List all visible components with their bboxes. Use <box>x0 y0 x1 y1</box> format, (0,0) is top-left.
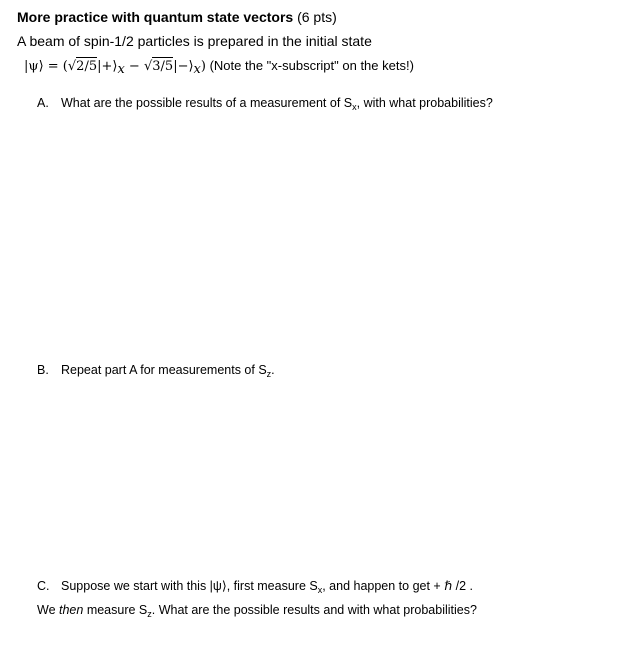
question-c-letter: C. <box>37 579 50 593</box>
question-c2-start: We <box>37 603 59 617</box>
problem-title-text: More practice with quantum state vectors <box>17 9 294 25</box>
minus-sign: − <box>124 59 144 74</box>
question-c-text-end: , and happen to get + ℏ /2 . <box>322 579 473 593</box>
question-b <box>37 363 275 379</box>
state-lhs: |ψ⟩ = ( <box>24 59 68 74</box>
question-a <box>37 96 493 112</box>
question-a-text-end: , with what probabilities? <box>356 96 493 110</box>
ket-minus: |−⟩ <box>173 59 194 74</box>
question-b-text: Repeat part A for measurements of S <box>61 363 267 377</box>
initial-state-equation <box>24 58 414 77</box>
coefficient-2: 3/5 <box>152 59 174 74</box>
question-a-text: What are the possible results of a measurement of S <box>61 96 353 110</box>
question-c-text: Suppose we start with this |ψ⟩, first measure S <box>61 579 318 593</box>
ket-minus-subscript: x <box>193 62 201 77</box>
problem-title <box>17 9 337 25</box>
coefficient-1: 2/5 <box>76 59 98 74</box>
ket-plus-subscript: x <box>117 62 125 77</box>
state-close-paren: ) <box>200 59 206 74</box>
sqrt-sign-1: √ <box>67 59 77 74</box>
sqrt-sign-2: √ <box>143 59 153 74</box>
ket-plus: |+⟩ <box>97 59 118 74</box>
question-b-subscript: z <box>266 369 272 379</box>
question-a-letter: A. <box>37 96 49 110</box>
question-c-subscript-z: z <box>147 609 152 619</box>
question-c-line-1 <box>37 578 473 595</box>
question-c2-then: then <box>59 603 84 617</box>
subscript-note: (Note the "x-subscript" on the kets!) <box>209 58 414 73</box>
intro-text: A beam of spin-1/2 particles is prepared in the initial state <box>17 33 372 49</box>
problem-points: (6 pts) <box>297 9 337 25</box>
question-c-subscript-x: x <box>317 585 323 595</box>
question-b-letter: B. <box>37 363 49 377</box>
question-c-line-2 <box>37 603 477 619</box>
question-c2-measure: measure S <box>83 603 148 617</box>
question-a-subscript: x <box>352 102 357 112</box>
question-b-text-end: . <box>271 363 275 377</box>
question-c2-end: . What are the possible results and with what probabilities? <box>151 603 477 617</box>
